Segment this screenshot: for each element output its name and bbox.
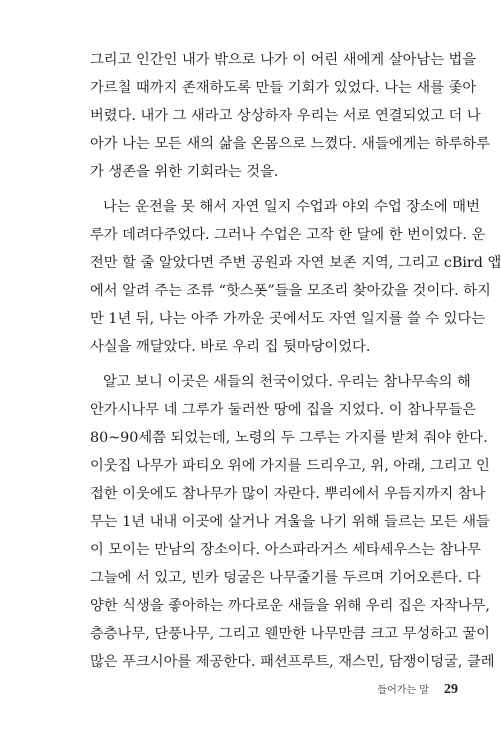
text-line: 버렸다. 내가 그 새라고 상상하자 우리는 서로 연결되었고 더 나 [90, 108, 481, 124]
text-line: 이 모이는 만남의 장소이다. 아스파라거스 세타세우스는 참나무 [90, 542, 481, 558]
text-line: 접한 이웃에도 참나무가 많이 자란다. 뿌리에서 우듬지까지 참나 [90, 486, 486, 502]
page-footer [377, 678, 458, 698]
text-line: 루가 데려다주었다. 그러나 수업은 고작 한 달에 한 번이었다. 운 [90, 227, 486, 243]
text-line: 알고 보니 이곳은 새들의 천국이었다. 우리는 참나무속의 해 [103, 374, 471, 390]
text-line: 사실을 깨달았다. 바로 우리 집 뒷마당이었다. [90, 339, 371, 355]
text-line: 80~90세쯤 되었는데, 노령의 두 그루는 가지를 받쳐 줘야 한다. [90, 430, 488, 446]
text-line: 안가시나무 네 그루가 둘러싼 땅에 집을 지었다. 이 참나무들은 [90, 402, 477, 418]
paragraph-2 [90, 193, 501, 361]
text-line: 전만 할 줄 알았다면 주변 공원과 자연 보존 지역, 그리고 cBird 앱 [90, 255, 501, 271]
running-title: 들어가는 말 [377, 685, 429, 696]
text-line: 나는 운전을 못 해서 자연 일지 수업과 야외 수업 장소에 매번 [103, 199, 480, 215]
paragraph-gap [90, 361, 458, 368]
text-line: 가르칠 때까지 존재하도록 만들 기회가 있었다. 나는 새를 좇아 [90, 80, 477, 96]
text-line: 많은 푸크시아를 제공한다. 패션프루트, 재스민, 담쟁이덩굴, 클레 [90, 654, 495, 670]
paragraph-gap [90, 186, 458, 193]
paragraph-3 [90, 368, 495, 676]
body-text [90, 46, 501, 676]
text-line: 만 1년 뒤, 나는 아주 가까운 곳에서도 자연 일지를 쓸 수 있다는 [90, 311, 486, 327]
text-line: 그늘에 서 있고, 빈카 덩굴은 나무줄기를 두르며 기어오른다. 다 [90, 570, 481, 586]
text-line: 양한 식생을 좋아하는 까다로운 새들을 위해 우리 집은 자작나무, [90, 598, 490, 614]
paragraph-1 [90, 46, 490, 186]
text-line: 그리고 인간인 내가 밖으로 나가 이 어린 새에게 살아남는 법을 [90, 52, 477, 68]
text-line: 층층나무, 단풍나무, 그리고 웬만한 나무만큼 크고 무성하고 꿀이 [90, 626, 490, 642]
text-line: 무는 1년 내내 이곳에 살거나 겨울을 나기 위해 들르는 모든 새들 [90, 514, 490, 530]
text-line: 가 생존을 위한 기회라는 것을. [90, 164, 279, 180]
text-line: 아가 나는 모든 새의 삶을 온몸으로 느꼈다. 새들에게는 하루하루 [90, 136, 490, 152]
text-line: 이웃집 나무가 파티오 위에 가지를 드리우고, 위, 아래, 그리고 인 [90, 458, 490, 474]
text-line: 에서 알려 주는 조류 “핫스폿”들을 모조리 찾아갔을 것이다. 하지 [90, 283, 491, 299]
page-number: 29 [444, 682, 458, 697]
